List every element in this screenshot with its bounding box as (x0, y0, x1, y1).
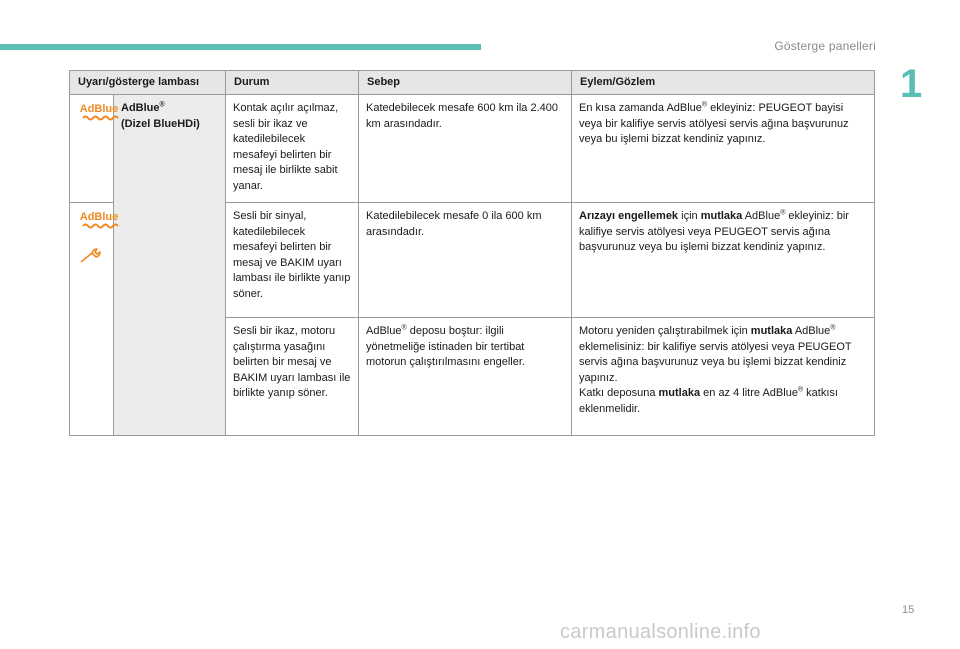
table-header-row (70, 71, 875, 95)
durum-cell: Kontak açılır açılmaz, sesli bir ikaz ve katedilebilecek mesafeyi belirten bir mesaj ile birlikte sabit yanar. (226, 95, 359, 203)
registered-mark: ® (159, 101, 165, 109)
eylem-cell: En kısa zamanda AdBlue® ekleyiniz: PEUGEOT bayisi veya bir kalifiye servis atölyesi servis ağına başvurunuz veya bu işlemi bizzat kendiniz yapınız. (572, 95, 875, 203)
header-accent-bar (0, 44, 481, 50)
column-header-sebep: Sebep (359, 71, 572, 95)
durum-cell: Sesli bir sinyal, katedilebilecek mesafeyi belirten bir mesaj ve BAKIM uyarı lambası ile birlikte yanıp söner. (226, 203, 359, 318)
eylem-cell: Motoru yeniden çalıştırabilmek için mutlaka AdBlue® eklemelisiniz: bir kalifiye servis atölyesi veya PEUGEOT servis ağına başvurunuz veya bu işlemi bizzat kendiniz yapınız. Katkı deposuna mutlaka en az 4 litre AdBlue® katkısı eklenmelidir. (572, 318, 875, 436)
wrench-icon (78, 247, 106, 265)
indicator-icon-cell (70, 95, 119, 203)
chapter-number: 1 (900, 62, 923, 106)
indicator-name-cell (114, 95, 226, 436)
sebep-cell: Katedilebilecek mesafe 0 ila 600 km arasındadır. (359, 203, 572, 318)
adblue-icon-label: AdBlue (79, 103, 119, 115)
adblue-icon (77, 209, 121, 231)
indicator-subname: (Dizel BlueHDi) (121, 117, 200, 130)
sebep-cell: AdBlue® deposu boştur: ilgili yönetmeliğe istinaden bir tertibat motorun çalıştırılmasını engeller. (359, 318, 572, 436)
column-header-indicator: Uyarı/gösterge lambası (70, 71, 226, 95)
section-title: Gösterge panelleri (774, 39, 876, 53)
indicator-icon-cell (70, 203, 119, 436)
table-row (70, 95, 875, 203)
indicator-name: AdBlue (121, 102, 160, 114)
column-header-eylem: Eylem/Gözlem (572, 71, 875, 95)
column-header-durum: Durum (226, 71, 359, 95)
page-number: 15 (902, 604, 915, 616)
warning-lamp-table (69, 70, 875, 436)
adblue-icon-label: AdBlue (79, 211, 119, 223)
adblue-icon (77, 101, 121, 123)
watermark: carmanualsonline.info (560, 621, 761, 643)
durum-cell: Sesli bir ikaz, motoru çalıştırma yasağını belirten bir mesaj ve BAKIM uyarı lambası ile birlikte yanıp söner. (226, 318, 359, 436)
eylem-cell: Arızayı engellemek için mutlaka AdBlue® ekleyiniz: bir kalifiye servis atölyesi veya PEUGEOT servis ağına başvurunuz veya bu işlemi bizzat kendiniz yapınız. (572, 203, 875, 318)
sebep-cell: Katedebilecek mesafe 600 km ila 2.400 km arasındadır. (359, 95, 572, 203)
